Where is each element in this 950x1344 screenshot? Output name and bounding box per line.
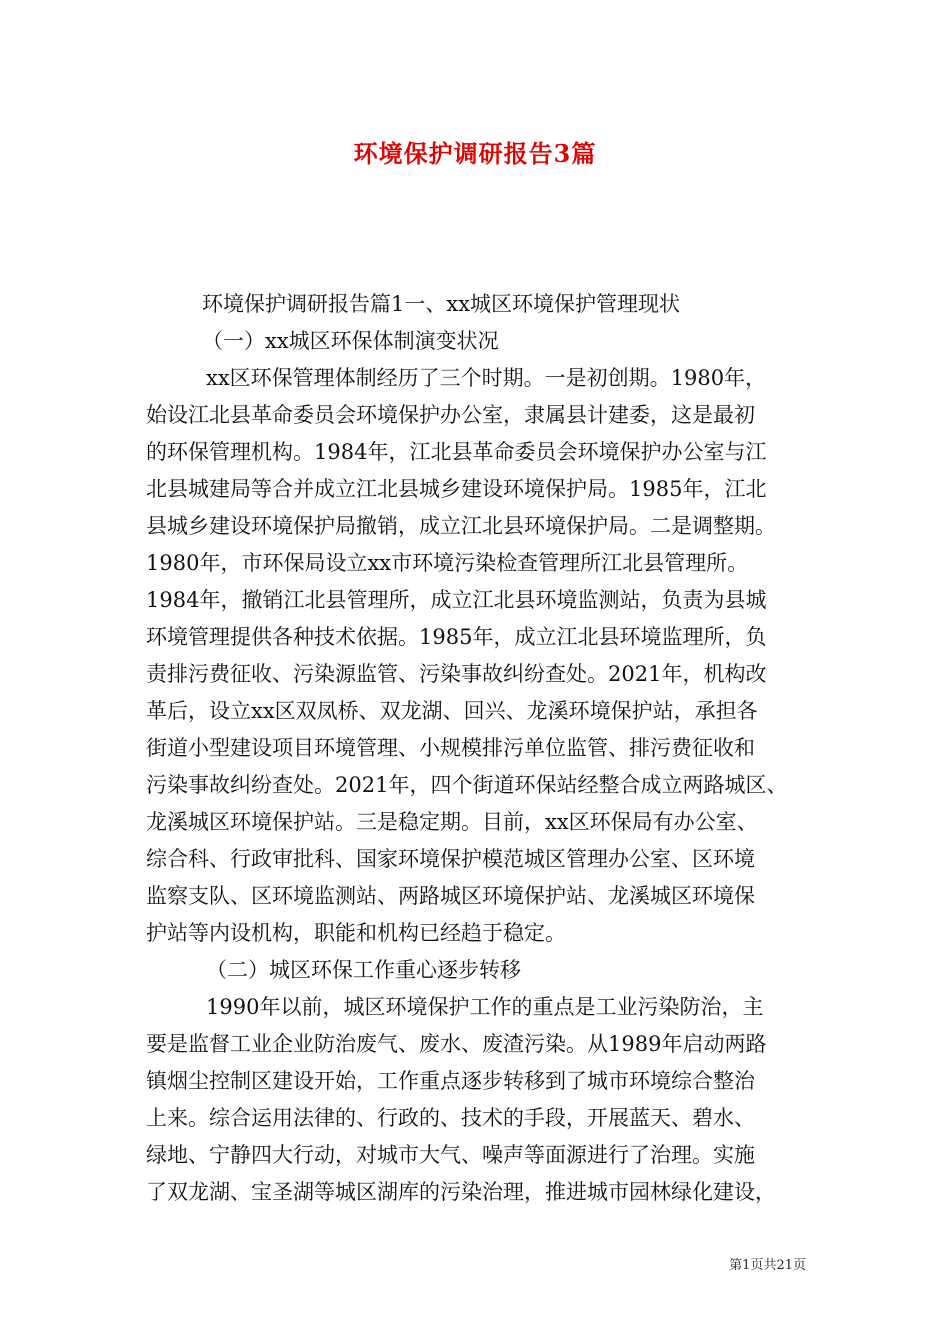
paragraph-line: 龙溪城区环境保护站。三是稳定期。目前，xx区环保局有办公室、: [146, 810, 758, 834]
document-title: 环境保护调研报告3篇: [353, 139, 597, 168]
paragraph-line: 县城乡建设环境保护局撤销，成立江北县环境保护局。二是调整期。: [146, 514, 776, 538]
paragraph-line: 街道小型建设项目环境管理、小规模排污单位监管、排污费征收和: [146, 736, 755, 760]
paragraph-line: 的环保管理机构。1984年，江北县革命委员会环境保护办公室与江: [146, 440, 767, 464]
paragraph-line: 革后，设立xx区双凤桥、双龙湖、回兴、龙溪环境保护站，承担各: [146, 699, 758, 723]
paragraph-line: 1980年，市环保局设立xx市环境污染检查管理所江北县管理所。: [146, 551, 749, 575]
paragraph-line: 综合科、行政审批科、国家环境保护模范城区管理办公室、区环境: [146, 847, 755, 871]
paragraph-line: 监察支队、区环境监测站、两路城区环境保护站、龙溪城区环境保: [146, 884, 755, 908]
page-number: 第1页共21页: [729, 1258, 806, 1273]
paragraph-line: xx区环保管理体制经历了三个时期。一是初创期。1980年，: [206, 366, 767, 390]
section-heading: （一）xx城区环保体制演变状况: [202, 329, 499, 353]
paragraph-line: 始设江北县革命委员会环境保护办公室，隶属县计建委，这是最初: [146, 403, 755, 427]
paragraph-line: 北县城建局等合并成立江北县城乡建设环境保护局。1985年，江北: [146, 477, 767, 501]
paragraph-line: 环境保护调研报告篇1一、xx城区环境保护管理现状: [202, 292, 681, 316]
paragraph-line: 污染事故纠纷查处。2021年，四个街道环保站经整合成立两路城区、: [146, 773, 788, 797]
paragraph-line: 上来。综合运用法律的、行政的、技术的手段，开展蓝天、碧水、: [146, 1106, 755, 1130]
paragraph-line: 镇烟尘控制区建设开始，工作重点逐步转移到了城市环境综合整治: [146, 1069, 755, 1093]
paragraph-line: 了双龙湖、宝圣湖等城区湖库的污染治理，推进城市园林绿化建设，: [146, 1180, 776, 1204]
paragraph-line: 责排污费征收、污染源监管、污染事故纠纷查处。2021年，机构改: [146, 662, 767, 686]
paragraph-line: 绿地、宁静四大行动，对城市大气、噪声等面源进行了治理。实施: [146, 1143, 755, 1167]
paragraph-line: 1990年以前，城区环境保护工作的重点是工业污染防治，主: [206, 995, 764, 1019]
paragraph-line: 1984年，撤销江北县管理所，成立江北县环境监测站，负责为县城: [146, 588, 767, 612]
section-heading: （二）城区环保工作重心逐步转移: [206, 958, 521, 982]
paragraph-line: 要是监督工业企业防治废气、废水、废渣污染。从1989年启动两路: [146, 1032, 767, 1056]
paragraph-line: 护站等内设机构，职能和机构已经趋于稳定。: [146, 921, 566, 945]
paragraph-line: 环境管理提供各种技术依据。1985年，成立江北县环境监理所，负: [146, 625, 767, 649]
document-body: [146, 286, 816, 1211]
